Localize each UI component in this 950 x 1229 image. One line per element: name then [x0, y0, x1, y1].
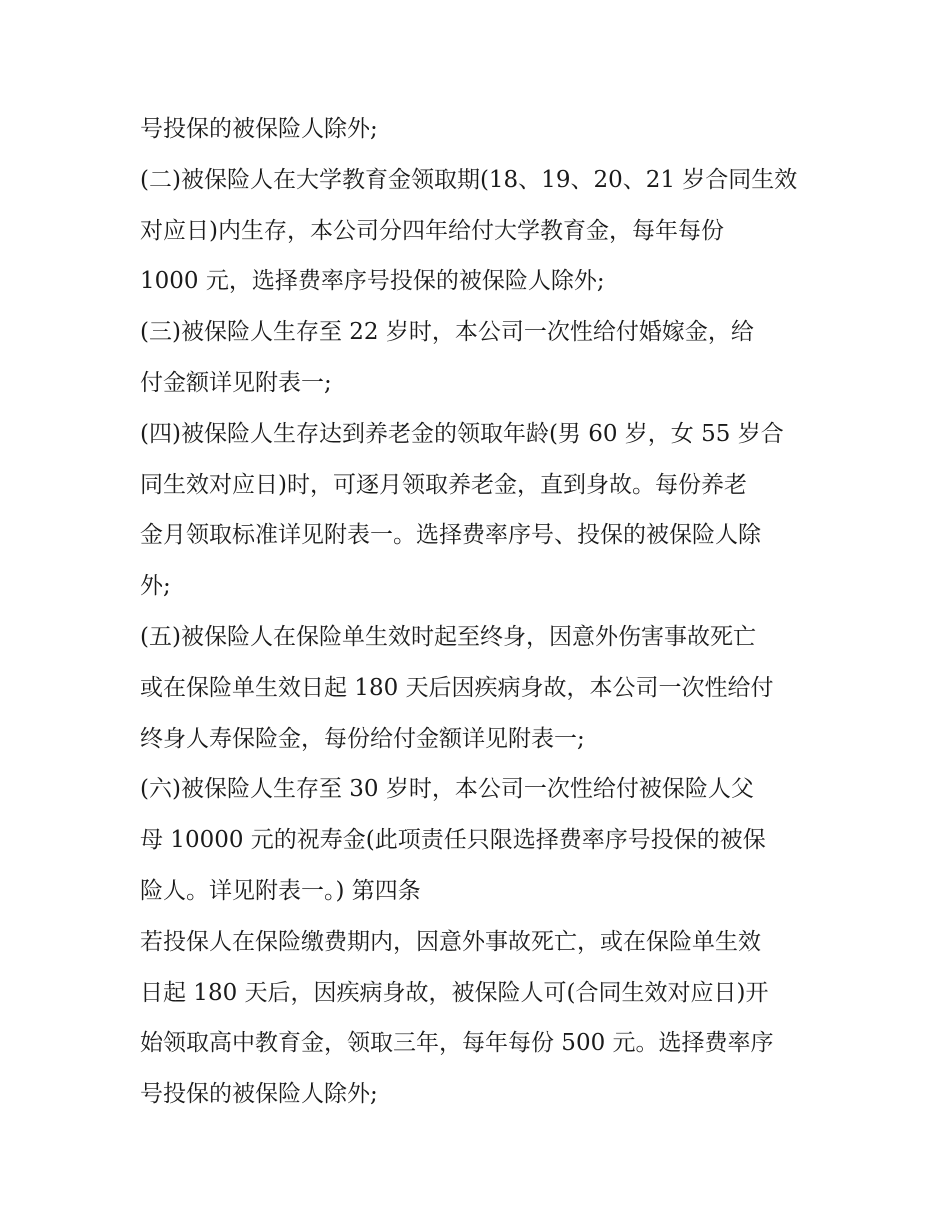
text-line: 对应日)内生存，本公司分四年给付大学教育金，每年每份	[140, 217, 724, 244]
text-line: 始领取高中教育金，领取三年，每年每份 500 元。选择费率序	[140, 1030, 774, 1057]
text-line: 号投保的被保险人除外;	[140, 1081, 378, 1108]
text-line: 若投保人在保险缴费期内，因意外事故死亡，或在保险单生效	[140, 928, 761, 955]
text-line: 母 10000 元的祝寿金(此项责任只限选择费率序号投保的被保	[140, 827, 766, 854]
text-line: 或在保险单生效日起 180 天后因疾病身故，本公司一次性给付	[140, 674, 774, 701]
text-line: 号投保的被保险人除外;	[140, 116, 378, 142]
text-line: 终身人寿保险金，每份给付金额详见附表一;	[140, 725, 585, 752]
text-line: (二)被保险人在大学教育金领取期(18、19、20、21 岁合同生效	[140, 166, 798, 193]
text-line: 外;	[140, 573, 171, 600]
text-line: 付金额详见附表一;	[140, 369, 332, 396]
text-line: 日起 180 天后，因疾病身故，被保险人可(合同生效对应日)开	[140, 979, 769, 1006]
text-line: (六)被保险人生存至 30 岁时，本公司一次性给付被保险人父	[140, 776, 754, 803]
text-line: 1000 元，选择费率序号投保的被保险人除外;	[140, 268, 605, 295]
text-line: 险人。详见附表一。) 第四条	[140, 877, 421, 904]
text-line: (三)被保险人生存至 22 岁时，本公司一次性给付婚嫁金，给	[140, 319, 754, 346]
text-line: 金月领取标准详见附表一。选择费率序号、投保的被保险人除	[140, 522, 761, 549]
text-line: 同生效对应日)时，可逐月领取养老金，直到身故。每份养老	[140, 471, 747, 498]
document-body	[140, 104, 820, 1120]
text-line: (五)被保险人在保险单生效时起至终身，因意外伤害事故死亡	[140, 623, 756, 650]
text-line: (四)被保险人生存达到养老金的领取年龄(男 60 岁，女 55 岁合	[140, 420, 784, 447]
